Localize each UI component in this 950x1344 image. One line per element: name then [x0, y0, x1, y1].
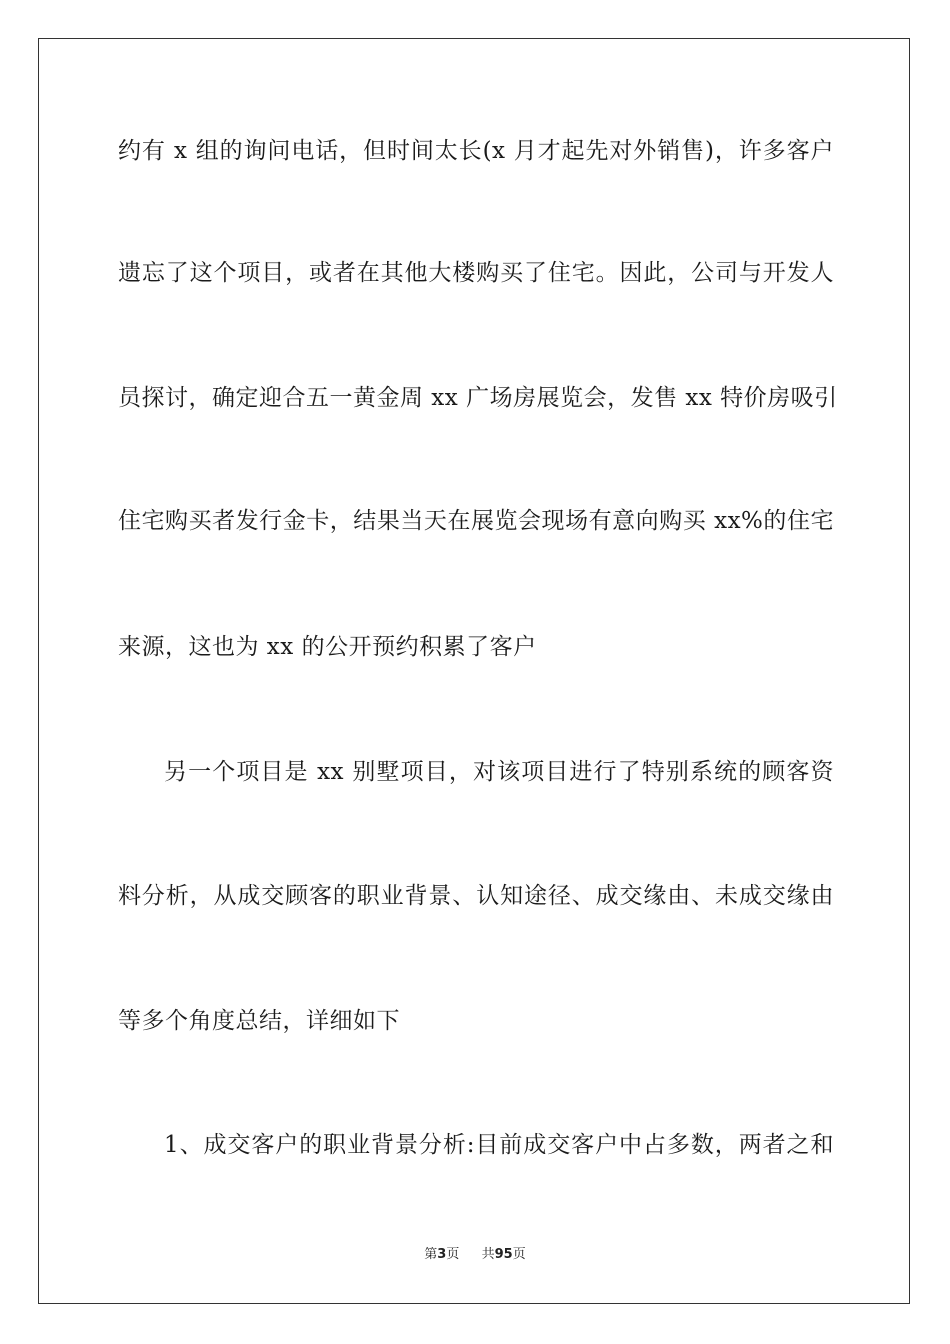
footer-total-prefix: 共: [481, 1247, 495, 1262]
footer-page-suffix: 页: [446, 1247, 460, 1262]
page-border: [38, 38, 910, 1304]
text-line-4: 住宅购买者发行金卡，结果当天在展览会现场有意向购买 xx%的住宅: [118, 508, 834, 534]
text-line-8: 等多个角度总结，详细如下: [118, 1008, 400, 1034]
footer-total-pages: 95: [494, 1247, 513, 1262]
text-line-5: 来源，这也为 xx 的公开预约积累了客户: [118, 634, 537, 660]
footer-page-number: 3: [437, 1247, 447, 1262]
page-footer: [0, 1247, 950, 1263]
footer-page-prefix: 第: [424, 1247, 438, 1262]
text-line-3: 员探讨，确定迎合五一黄金周 xx 广场房展览会，发售 xx 特价房吸引: [118, 385, 838, 411]
footer-total-suffix: 页: [512, 1247, 526, 1262]
text-line-9: 1、成交客户的职业背景分析:目前成交客户中占多数，两者之和: [164, 1132, 834, 1158]
text-line-2: 遗忘了这个项目，或者在其他大楼购买了住宅。因此，公司与开发人: [118, 260, 834, 286]
text-line-6: 另一个项目是 xx 别墅项目，对该项目进行了特别系统的顾客资: [164, 759, 834, 785]
text-line-1: 约有 x 组的询问电话，但时间太长(x 月才起先对外销售)，许多客户: [118, 138, 834, 164]
text-line-7: 料分析，从成交顾客的职业背景、认知途径、成交缘由、未成交缘由: [118, 883, 834, 909]
